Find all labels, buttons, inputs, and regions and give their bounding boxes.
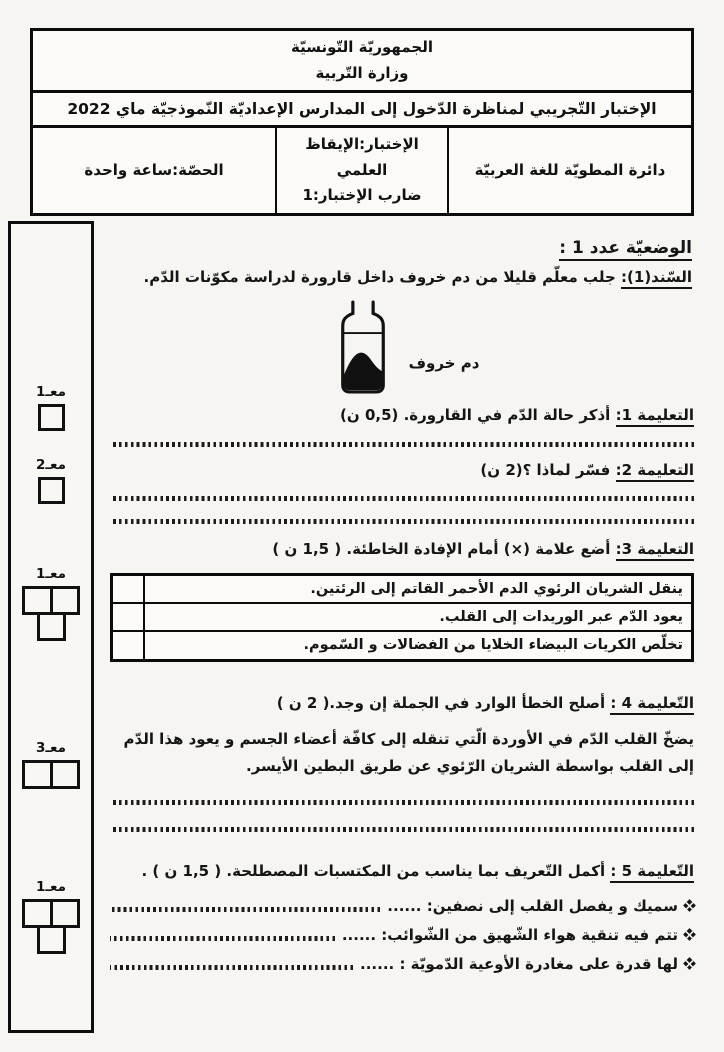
- republic-title: الجمهوريّة التّونسيّة: [291, 38, 433, 56]
- mark-cell: [112, 574, 144, 603]
- diamond-bullet-icon: [683, 958, 696, 971]
- situation-title: [110, 238, 692, 258]
- support-label: السّند(1):: [621, 268, 692, 289]
- score-box-split: [22, 899, 80, 928]
- diamond-bullet-icon: [683, 929, 696, 942]
- instruction-1: [110, 404, 694, 427]
- statement-row: [112, 574, 693, 603]
- score-group-2: [11, 457, 91, 504]
- score-box: [37, 612, 66, 641]
- score-box-split: [22, 760, 80, 789]
- subject-cell: [276, 127, 448, 215]
- score-group-4: [11, 740, 91, 789]
- score-box: [38, 404, 65, 431]
- score-box: [37, 925, 66, 954]
- answer-line: [110, 496, 694, 501]
- answer-fill-line: [110, 907, 380, 912]
- header-row-info: [32, 127, 693, 215]
- definition-line-1: [110, 897, 694, 915]
- instruction-2-label: التعليمة 2:: [616, 461, 694, 482]
- statement-text: تخلّص الكريات البيضاء الخلايا من الفضالات و السّموم.: [144, 631, 693, 660]
- answer-fill-line: [110, 936, 335, 941]
- instruction-4: [110, 692, 694, 715]
- statement-text: ينقل الشريان الرئوي الدم الأحمر القاتم إلى الرئتين.: [144, 574, 693, 603]
- instruction-2-text: فسّر لماذا ؟(2 ن): [480, 460, 616, 479]
- mark-cell: [112, 631, 144, 660]
- diamond-bullet-icon: [683, 900, 696, 913]
- instruction-5: [110, 860, 694, 883]
- ministry-title: وزارة التّربية: [315, 63, 409, 82]
- statement-row: [112, 631, 693, 660]
- mark-cell: [112, 603, 144, 631]
- district-cell: دائرة المطويّة للغة العربيّة: [448, 127, 693, 215]
- definition-text: تتم فيه تنقية هواء الشّهيق من الشّوائب: ......: [341, 925, 678, 944]
- instruction-2: [110, 459, 694, 482]
- score-group-3: [11, 566, 91, 641]
- header-table: [30, 28, 694, 216]
- instruction-1-label: التعليمة 1:: [616, 406, 694, 427]
- support-text: جلب معلّم قليلا من دم خروف داخل قارورة لدراسة مكوّنات الدّم.: [143, 267, 622, 286]
- ministry-cell: [32, 30, 693, 92]
- score-group-1: [11, 384, 91, 431]
- definition-text: لها قدرة على مغادرة الأوعية الدّمويّة : ......: [360, 954, 678, 973]
- header-row-session: [32, 92, 693, 127]
- instruction-1-text: أذكر حالة الدّم في القارورة. (0,5 ن): [340, 406, 616, 425]
- statement-text: يعود الدّم عبر الوريدات إلى القلب.: [144, 603, 693, 631]
- instruction-3-label: التعليمة 3:: [616, 540, 694, 561]
- coefficient-line: ضارب الإختبار:1: [302, 186, 422, 205]
- exam-sheet-page: [0, 28, 724, 1052]
- instruction-4-label: التّعليمة 4 :: [610, 694, 694, 715]
- statements-table: [110, 573, 694, 662]
- blood-bottle-icon: [325, 296, 401, 398]
- definition-text: سميك و يفصل القلب إلى نصفين: ......: [387, 896, 678, 915]
- answer-line: [110, 827, 694, 832]
- instruction-5-label: التّعليمة 5 :: [610, 862, 694, 883]
- support-line: [110, 266, 692, 289]
- answer-line: [110, 519, 694, 524]
- header-row-ministry: [32, 30, 693, 92]
- answer-line: [110, 442, 694, 447]
- sentence-to-correct: يضخّ القلب الدّم في الأوردة الّتي تنقله إلى كافّة أعضاء الجسم و يعود هذا الدّم إلى القلب بواسطة الشريان الرّئوي عن طريق البطين الأيسر.: [123, 730, 694, 776]
- score-label: معـ1: [36, 879, 66, 895]
- answer-fill-line: [110, 965, 353, 970]
- score-label: معـ3: [36, 740, 66, 756]
- definition-line-2: [110, 926, 694, 944]
- score-label: معـ1: [36, 384, 66, 400]
- instruction-3-text: أضع علامة (×) أمام الإفادة الخاطئة. ( 1,5 ن ): [272, 540, 616, 559]
- score-label: معـ2: [36, 457, 66, 473]
- instruction-5-text: أكمل التّعريف بما يناسب من المكتسبات المصطلحة. ( 1,5 ن ) .: [141, 862, 611, 881]
- duration-cell: الحصّة:ساعة واحدة: [32, 127, 277, 215]
- instruction-3: [110, 538, 694, 561]
- score-box: [38, 477, 65, 504]
- subject-line: الإختبار:الإيقاظ العلمي: [305, 135, 419, 179]
- answer-line: [110, 800, 694, 805]
- figure-caption: دم خروف: [408, 354, 480, 373]
- score-group-5: [11, 879, 91, 954]
- figure-row: [110, 290, 694, 398]
- statement-row: [112, 603, 693, 631]
- grading-margin-column: [8, 221, 94, 1033]
- exam-body: [110, 216, 694, 973]
- exam-session-title: الإختبار التّجريبي لمناظرة الدّخول إلى المدارس الإعداديّة النّموذجيّة ماي 2022: [32, 92, 693, 127]
- score-box-split: [22, 586, 80, 615]
- score-label: معـ1: [36, 566, 66, 582]
- definition-line-3: [110, 955, 694, 973]
- instruction-4-text: أصلح الخطأ الوارد في الجملة إن وجد.( 2 ن ): [276, 693, 611, 712]
- situation-title-text: الوضعيّة عدد 1 :: [559, 238, 692, 261]
